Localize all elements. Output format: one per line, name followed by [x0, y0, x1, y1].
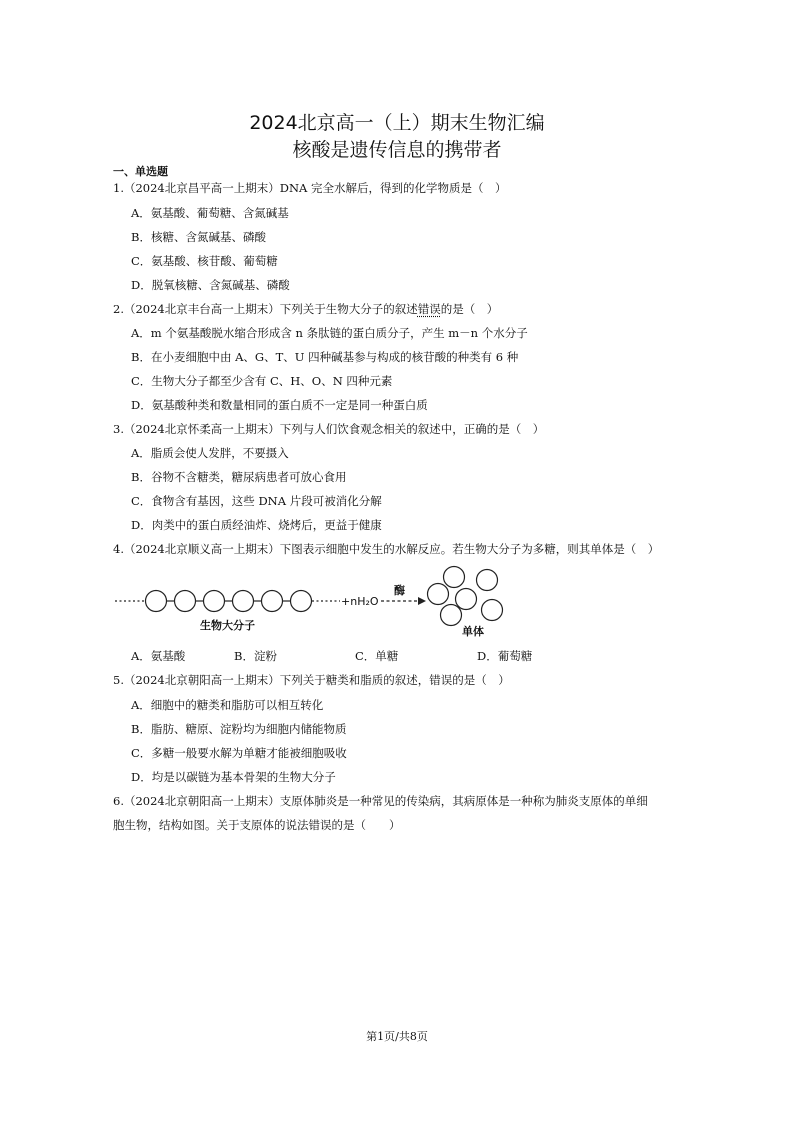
macromolecule-label: 生物大分子 [200, 619, 255, 632]
question-5-option-a: A．细胞中的糖类和脂肪可以相互转化 [131, 698, 324, 712]
question-3-option-b: B．谷物不含糖类，糖尿病患者可放心食用 [131, 470, 347, 484]
chain-unit [175, 591, 196, 612]
question-4-option-b: B．淀粉 [234, 649, 277, 663]
water-label: +nH₂O [341, 595, 379, 608]
question-5-stem: 5.（2024北京朝阳高一上期末）下列关于糖类和脂质的叙述，错误的是（ ） [113, 673, 510, 687]
question-2-stem [113, 301, 498, 317]
chain-unit [204, 591, 225, 612]
question-1-option-a: A．氨基酸、葡萄糖、含氮碱基 [131, 206, 289, 220]
arrow-head-icon [418, 597, 426, 605]
monomer [444, 567, 465, 588]
hydrolysis-figure [0, 562, 794, 642]
question-1-stem: 1.（2024北京昌平高一上期末）DNA 完全水解后，得到的化学物质是（ ） [113, 181, 507, 195]
question-1-option-c: C．氨基酸、核苷酸、葡萄糖 [131, 254, 278, 268]
question-2-option-a: A．m 个氨基酸脱水缩合形成含 n 条肽链的蛋白质分子，产生 m－n 个水分子 [131, 326, 528, 340]
monomer [456, 589, 477, 610]
page-subtitle: 核酸是遗传信息的携带者 [292, 139, 502, 161]
monomer-cluster [428, 567, 503, 626]
question-6-stem-line2: 胞生物，结构如图。关于支原体的说法错误的是（ ） [113, 818, 401, 832]
question-3-option-a: A．脂质会使人发胖，不要摄入 [131, 446, 289, 460]
question-4-option-c: C．单糖 [355, 649, 399, 663]
question-5-option-d: D．均是以碳链为基本骨架的生物大分子 [131, 770, 336, 784]
question-1-option-d: D．脱氧核糖、含氮碱基、磷酸 [131, 278, 290, 292]
monomer-label: 单体 [462, 625, 484, 638]
question-5-option-c: C．多糖一般要水解为单糖才能被细胞吸收 [131, 746, 347, 760]
question-4-option-d: D．葡萄糖 [477, 649, 533, 663]
question-5-option-b: B．脂肪、糖原、淀粉均为细胞内储能物质 [131, 722, 347, 736]
question-6-stem-line1: 6.（2024北京朝阳高一上期末）支原体肺炎是一种常见的传染病，其病原体是一种称为肺炎支原体的单细 [113, 794, 648, 808]
chain-unit [262, 591, 283, 612]
page-title: 2024北京高一（上）期末生物汇编 [249, 112, 545, 134]
chain-unit [291, 591, 312, 612]
question-3-stem: 3.（2024北京怀柔高一上期末）下列与人们饮食观念相关的叙述中，正确的是（ ） [113, 422, 545, 436]
question-2-option-c: C．生物大分子都至少含有 C、H、O、N 四种元素 [131, 374, 393, 388]
question-2-stem-emphasis: 错误 [417, 302, 441, 316]
question-4-option-a: A．氨基酸 [131, 649, 186, 663]
question-3-option-c: C．食物含有基因，这些 DNA 片段可被消化分解 [131, 494, 382, 508]
chain-unit [146, 591, 167, 612]
monomer [441, 605, 462, 626]
section-heading: 一、单选题 [113, 165, 168, 178]
page-footer: 第1页/共8页 [366, 1030, 428, 1043]
question-2-option-b: B．在小麦细胞中由 A、G、T、U 四种碱基参与构成的核苷酸的种类有 6 种 [131, 350, 519, 364]
monomer [428, 584, 449, 605]
question-4-options [131, 648, 532, 664]
question-2-stem-before: 2.（2024北京丰台高一上期末）下列关于生物大分子的叙述 [113, 302, 418, 316]
monomer [477, 570, 498, 591]
question-4-stem: 4.（2024北京顺义高一上期末）下图表示细胞中发生的水解反应。若生物大分子为多糖，则其单体是（ ） [113, 542, 660, 556]
monomer [482, 600, 503, 621]
chain-unit [233, 591, 254, 612]
question-1-option-b: B．核糖、含氮碱基、磷酸 [131, 230, 266, 244]
question-2-stem-after: 的是（ ） [440, 302, 499, 316]
question-3-option-d: D．肉类中的蛋白质经油炸、烧烤后，更益于健康 [131, 518, 382, 532]
enzyme-label: 酶 [394, 584, 405, 597]
question-2-option-d: D．氨基酸种类和数量相同的蛋白质不一定是同一种蛋白质 [131, 398, 428, 412]
